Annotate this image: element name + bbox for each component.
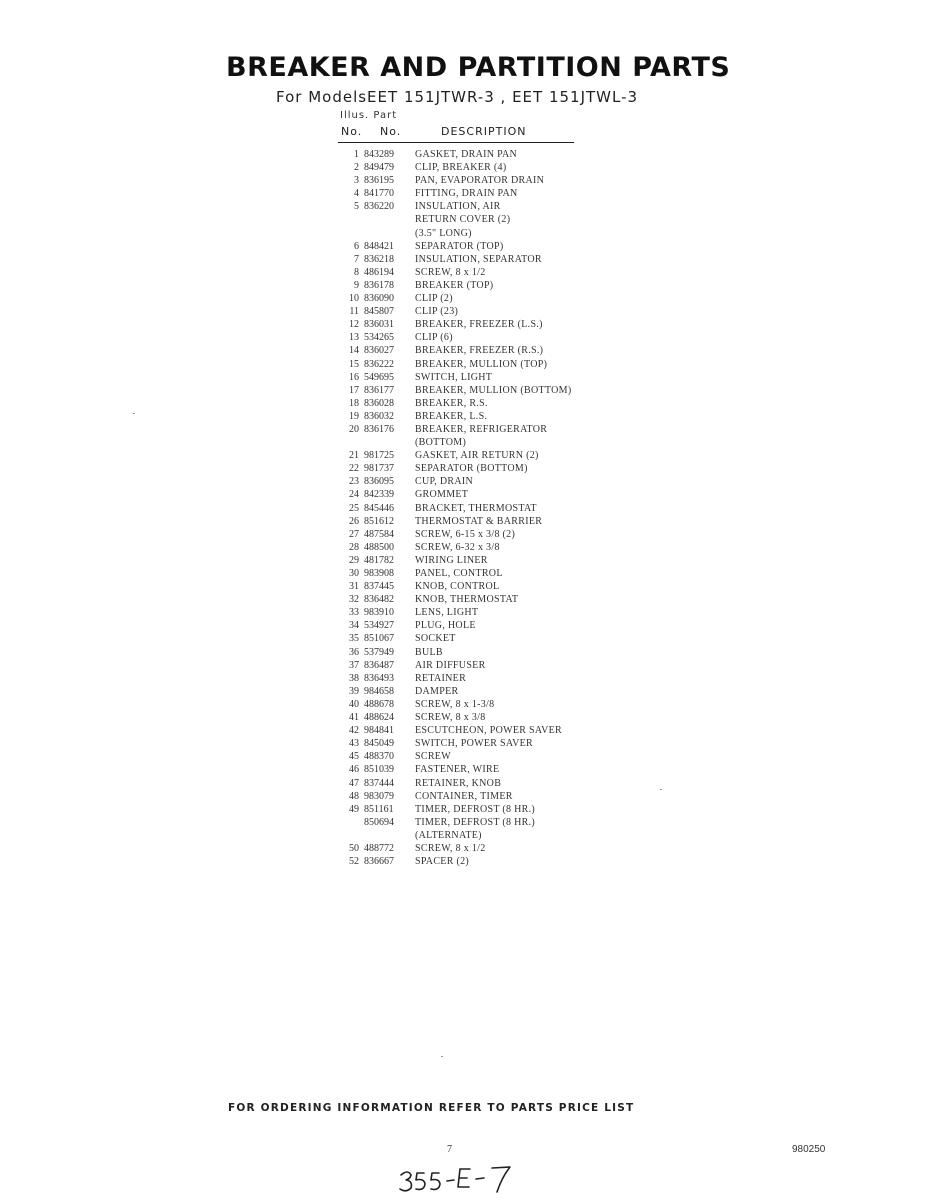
part-no-cell: 843289	[364, 149, 394, 160]
ordering-info-note: FOR ORDERING INFORMATION REFER TO PARTS PRICE LIST	[228, 1102, 635, 1114]
illus-no-cell: 43	[349, 738, 359, 750]
illus-no-cell: 33	[349, 607, 359, 619]
description-cell: PLUG, HOLE	[415, 620, 476, 632]
description-cell: ESCUTCHEON, POWER SAVER	[415, 725, 563, 737]
part-no-cell: 850694	[364, 816, 394, 828]
description-cell: SWITCH, POWER SAVER	[415, 738, 534, 750]
table-row	[340, 397, 620, 410]
part-no-cell: 836487	[364, 659, 394, 671]
table-row	[340, 213, 620, 226]
part-no-cell: 836090	[364, 293, 394, 305]
part-no-cell: 537949	[364, 646, 394, 658]
table-row	[340, 475, 620, 488]
table-row	[340, 279, 620, 292]
scan-speck	[133, 413, 135, 414]
illus-no-cell: 11	[349, 306, 359, 318]
table-row	[340, 174, 620, 187]
illus-no-cell: 49	[349, 803, 359, 815]
part-no-cell: 836176	[364, 423, 394, 435]
part-no-cell: 983910	[364, 607, 394, 619]
description-cell: LENS, LIGHT	[415, 607, 479, 619]
table-row	[340, 711, 620, 724]
part-no-cell: 984658	[364, 685, 394, 697]
part-no-cell	[359, 436, 415, 449]
description-cell: (ALTERNATE)	[415, 829, 482, 841]
description-cell: BULB	[415, 646, 443, 658]
description-cell: KNOB, THERMOSTAT	[415, 594, 519, 606]
part-no-cell: 851161	[364, 803, 394, 815]
table-header-top: Illus. Part	[340, 110, 398, 121]
illus-no-cell: 38	[349, 672, 359, 684]
illus-no-cell: 42	[349, 725, 359, 737]
description-cell: BREAKER, REFRIGERATOR	[415, 423, 548, 435]
table-row	[340, 777, 620, 790]
illus-no-cell: 18	[349, 397, 359, 409]
table-row	[340, 515, 620, 528]
description-cell: BREAKER, L.S.	[415, 410, 488, 422]
illus-no-cell	[340, 816, 359, 829]
parts-list	[340, 148, 620, 868]
table-row	[340, 750, 620, 763]
part-no-cell: 836095	[364, 476, 394, 488]
table-row	[340, 148, 620, 161]
part-no-cell: 981725	[364, 450, 394, 462]
illus-no-cell: 19	[349, 410, 359, 422]
illus-no-cell: 13	[349, 332, 359, 344]
part-no-cell: 842339	[364, 489, 394, 501]
description-cell: BREAKER (TOP)	[415, 279, 494, 291]
part-no-cell: 836177	[364, 384, 394, 396]
table-row	[340, 528, 620, 541]
table-row	[340, 331, 620, 344]
table-row	[340, 816, 620, 829]
description-cell: CLIP, BREAKER (4)	[415, 162, 507, 174]
part-no-cell: 549695	[364, 371, 394, 383]
table-row	[340, 646, 620, 659]
illus-no-cell: 9	[354, 279, 359, 291]
table-row	[340, 803, 620, 816]
illus-no-cell: 7	[354, 253, 359, 265]
table-row	[340, 240, 620, 253]
table-row	[340, 384, 620, 397]
table-row	[340, 632, 620, 645]
part-no-cell: 486194	[364, 266, 394, 278]
illus-no-cell: 37	[349, 659, 359, 671]
scan-speck	[441, 1056, 443, 1057]
description-cell: BREAKER, FREEZER (L.S.)	[415, 319, 543, 331]
table-row	[340, 829, 620, 842]
table-row	[340, 724, 620, 737]
part-no-cell: 981737	[364, 463, 394, 475]
table-row	[340, 305, 620, 318]
description-cell: CLIP (2)	[415, 293, 453, 305]
illus-no-cell: 52	[349, 856, 359, 868]
illus-no-cell: 46	[349, 764, 359, 776]
table-row	[340, 462, 620, 475]
illus-no-cell: 12	[349, 319, 359, 331]
table-row	[340, 318, 620, 331]
page-number: 7	[447, 1144, 452, 1155]
illus-no-cell: 22	[349, 463, 359, 475]
table-row	[340, 344, 620, 357]
description-cell: TIMER, DEFROST (8 HR.)	[415, 816, 536, 828]
illus-no-cell: 50	[349, 842, 359, 854]
description-cell: RETURN COVER (2)	[415, 214, 511, 226]
illus-no-cell: 4	[354, 188, 359, 200]
part-no-cell: 851612	[364, 515, 394, 527]
table-row	[340, 790, 620, 803]
illus-no-cell: 16	[349, 371, 359, 383]
description-cell: CUP, DRAIN	[415, 476, 474, 488]
part-no-cell: 836220	[364, 201, 394, 213]
table-row	[340, 200, 620, 213]
table-row	[340, 449, 620, 462]
description-cell: GASKET, AIR RETURN (2)	[415, 450, 539, 462]
part-no-cell: 836493	[364, 672, 394, 684]
column-header-part-no: No.	[380, 125, 402, 138]
part-no-cell: 836028	[364, 397, 394, 409]
description-cell: INSULATION, AIR	[415, 201, 501, 213]
table-row	[340, 763, 620, 776]
illus-no-cell: 34	[349, 620, 359, 632]
description-cell: SWITCH, LIGHT	[415, 371, 493, 383]
description-cell: BREAKER, MULLION (BOTTOM)	[415, 384, 572, 396]
table-row	[340, 358, 620, 371]
illus-no-cell: 29	[349, 554, 359, 566]
table-row	[340, 436, 620, 449]
description-cell: CLIP (23)	[415, 306, 459, 318]
illus-no-cell	[340, 227, 359, 240]
description-cell: SCREW, 6-32 x 3/8	[415, 541, 500, 553]
illus-no-cell: 24	[349, 489, 359, 501]
description-cell: RETAINER	[415, 672, 467, 684]
part-no-cell: 836482	[364, 594, 394, 606]
table-row	[340, 567, 620, 580]
part-no-cell: 851067	[364, 633, 394, 645]
description-cell: FITTING, DRAIN PAN	[415, 188, 518, 200]
table-row	[340, 227, 620, 240]
part-no-cell: 836667	[364, 856, 394, 868]
part-no-cell: 836032	[364, 410, 394, 422]
description-cell: INSULATION, SEPARATOR	[415, 253, 542, 265]
table-row	[340, 593, 620, 606]
illus-no-cell: 48	[349, 790, 359, 802]
description-cell: SPACER (2)	[415, 856, 470, 868]
illus-no-cell: 15	[349, 358, 359, 370]
table-row	[340, 659, 620, 672]
illus-no-cell: 1	[354, 149, 359, 160]
illus-no-cell: 26	[349, 515, 359, 527]
description-cell: SOCKET	[415, 633, 456, 645]
part-no-cell: 983908	[364, 568, 394, 579]
models-subtitle: For ModelsEET 151JTWR-3 , EET 151JTWL-3	[276, 88, 639, 106]
part-no-cell: 984841	[364, 725, 394, 737]
illus-no-cell: 45	[349, 751, 359, 763]
description-cell: SCREW, 8 x 1/2	[415, 266, 486, 278]
illus-no-cell: 5	[354, 201, 359, 213]
illus-no-cell	[340, 213, 359, 226]
illus-no-cell: 10	[349, 293, 359, 305]
table-row	[340, 698, 620, 711]
table-row	[340, 410, 620, 423]
table-row	[340, 554, 620, 567]
illus-no-cell: 28	[349, 541, 359, 553]
part-no-cell: 848421	[364, 240, 394, 252]
illus-no-cell: 35	[349, 633, 359, 645]
part-no-cell: 481782	[364, 554, 394, 566]
table-row	[340, 488, 620, 501]
description-cell: SCREW	[415, 751, 451, 763]
part-no-cell: 836222	[364, 358, 394, 370]
description-cell: TIMER, DEFROST (8 HR.)	[415, 803, 536, 815]
illus-no-cell: 14	[349, 345, 359, 357]
illus-no-cell: 21	[349, 450, 359, 462]
description-cell: SCREW, 8 x 1/2	[415, 842, 486, 854]
column-header-description: DESCRIPTION	[441, 125, 527, 138]
table-row	[340, 253, 620, 266]
description-cell: BREAKER, MULLION (TOP)	[415, 358, 548, 370]
illus-no-cell: 20	[349, 423, 359, 435]
illus-no-cell: 6	[354, 240, 359, 252]
part-no-cell: 488500	[364, 541, 394, 553]
description-cell: AIR DIFFUSER	[415, 659, 486, 671]
description-cell: KNOB, CONTROL	[415, 581, 500, 593]
illus-no-cell: 17	[349, 384, 359, 396]
part-no-cell: 841770	[364, 188, 394, 200]
table-row	[340, 842, 620, 855]
part-no-cell	[359, 213, 415, 226]
description-cell: FASTENER, WIRE	[415, 764, 500, 776]
part-no-cell: 488624	[364, 712, 394, 724]
illus-no-cell: 8	[354, 266, 359, 278]
illus-no-cell	[340, 436, 359, 449]
description-cell: PANEL, CONTROL	[415, 568, 503, 579]
description-cell: BREAKER, R.S.	[415, 397, 488, 409]
description-cell: CLIP (6)	[415, 332, 453, 344]
illus-no-cell: 31	[349, 581, 359, 593]
header-divider	[338, 142, 574, 143]
illus-no-cell: 47	[349, 777, 359, 789]
part-no-cell: 845446	[364, 502, 394, 514]
table-row	[340, 606, 620, 619]
part-no-cell: 836218	[364, 253, 394, 265]
description-cell: DAMPER	[415, 685, 459, 697]
description-cell: SEPARATOR (BOTTOM)	[415, 463, 528, 475]
description-cell: GASKET, DRAIN PAN	[415, 149, 518, 160]
illus-no-cell: 30	[349, 568, 359, 579]
description-cell: SCREW, 6-15 x 3/8 (2)	[415, 528, 516, 540]
handwritten-annotation	[398, 1163, 518, 1195]
column-header-illus-no: No.	[341, 125, 363, 138]
table-row	[340, 292, 620, 305]
part-no-cell: 488772	[364, 842, 394, 854]
description-cell: (3.5" LONG)	[415, 227, 472, 239]
illus-no-cell: 25	[349, 502, 359, 514]
description-cell: RETAINER, KNOB	[415, 777, 502, 789]
part-no-cell	[359, 227, 415, 240]
part-no-cell: 851039	[364, 764, 394, 776]
part-no-cell: 849479	[364, 162, 394, 174]
part-no-cell: 488678	[364, 698, 394, 710]
table-row	[340, 541, 620, 554]
part-no-cell: 836027	[364, 345, 394, 357]
part-no-cell: 487584	[364, 528, 394, 540]
part-no-cell: 836195	[364, 175, 394, 187]
table-row	[340, 672, 620, 685]
table-row	[340, 685, 620, 698]
table-row	[340, 737, 620, 750]
illus-no-cell: 27	[349, 528, 359, 540]
description-cell: SCREW, 8 x 3/8	[415, 712, 486, 724]
description-cell: THERMOSTAT & BARRIER	[415, 515, 543, 527]
table-row	[340, 423, 620, 436]
description-cell: SCREW, 8 x 1-3/8	[415, 698, 495, 710]
illus-no-cell: 36	[349, 646, 359, 658]
table-row	[340, 580, 620, 593]
illus-no-cell: 3	[354, 175, 359, 187]
document-number: 980250	[792, 1144, 826, 1155]
part-no-cell: 983079	[364, 790, 394, 802]
description-cell: BREAKER, FREEZER (R.S.)	[415, 345, 544, 357]
part-no-cell: 837444	[364, 777, 394, 789]
description-cell: PAN, EVAPORATOR DRAIN	[415, 175, 545, 187]
description-cell: GROMMET	[415, 489, 469, 501]
illus-no-cell: 41	[349, 712, 359, 724]
description-cell: BRACKET, THERMOSTAT	[415, 502, 537, 514]
description-cell: SEPARATOR (TOP)	[415, 240, 504, 252]
part-no-cell: 488370	[364, 751, 394, 763]
table-row	[340, 161, 620, 174]
part-no-cell: 534927	[364, 620, 394, 632]
description-cell: (BOTTOM)	[415, 437, 467, 449]
part-no-cell: 836178	[364, 279, 394, 291]
part-no-cell: 845807	[364, 306, 394, 318]
illus-no-cell	[340, 829, 359, 842]
illus-no-cell: 32	[349, 594, 359, 606]
table-row	[340, 371, 620, 384]
part-no-cell: 836031	[364, 319, 394, 331]
description-cell: WIRING LINER	[415, 554, 488, 566]
illus-no-cell: 23	[349, 476, 359, 488]
scan-speck	[660, 789, 662, 790]
table-row	[340, 266, 620, 279]
part-no-cell: 534265	[364, 332, 394, 344]
page-title: BREAKER AND PARTITION PARTS	[226, 52, 731, 83]
description-cell: CONTAINER, TIMER	[415, 790, 513, 802]
part-no-cell: 845049	[364, 738, 394, 750]
table-row	[340, 187, 620, 200]
illus-no-cell: 40	[349, 698, 359, 710]
illus-no-cell: 2	[354, 162, 359, 174]
table-row	[340, 619, 620, 632]
part-no-cell: 837445	[364, 581, 394, 593]
part-no-cell	[359, 829, 415, 842]
illus-no-cell: 39	[349, 685, 359, 697]
table-row	[340, 502, 620, 515]
table-row	[340, 855, 620, 868]
